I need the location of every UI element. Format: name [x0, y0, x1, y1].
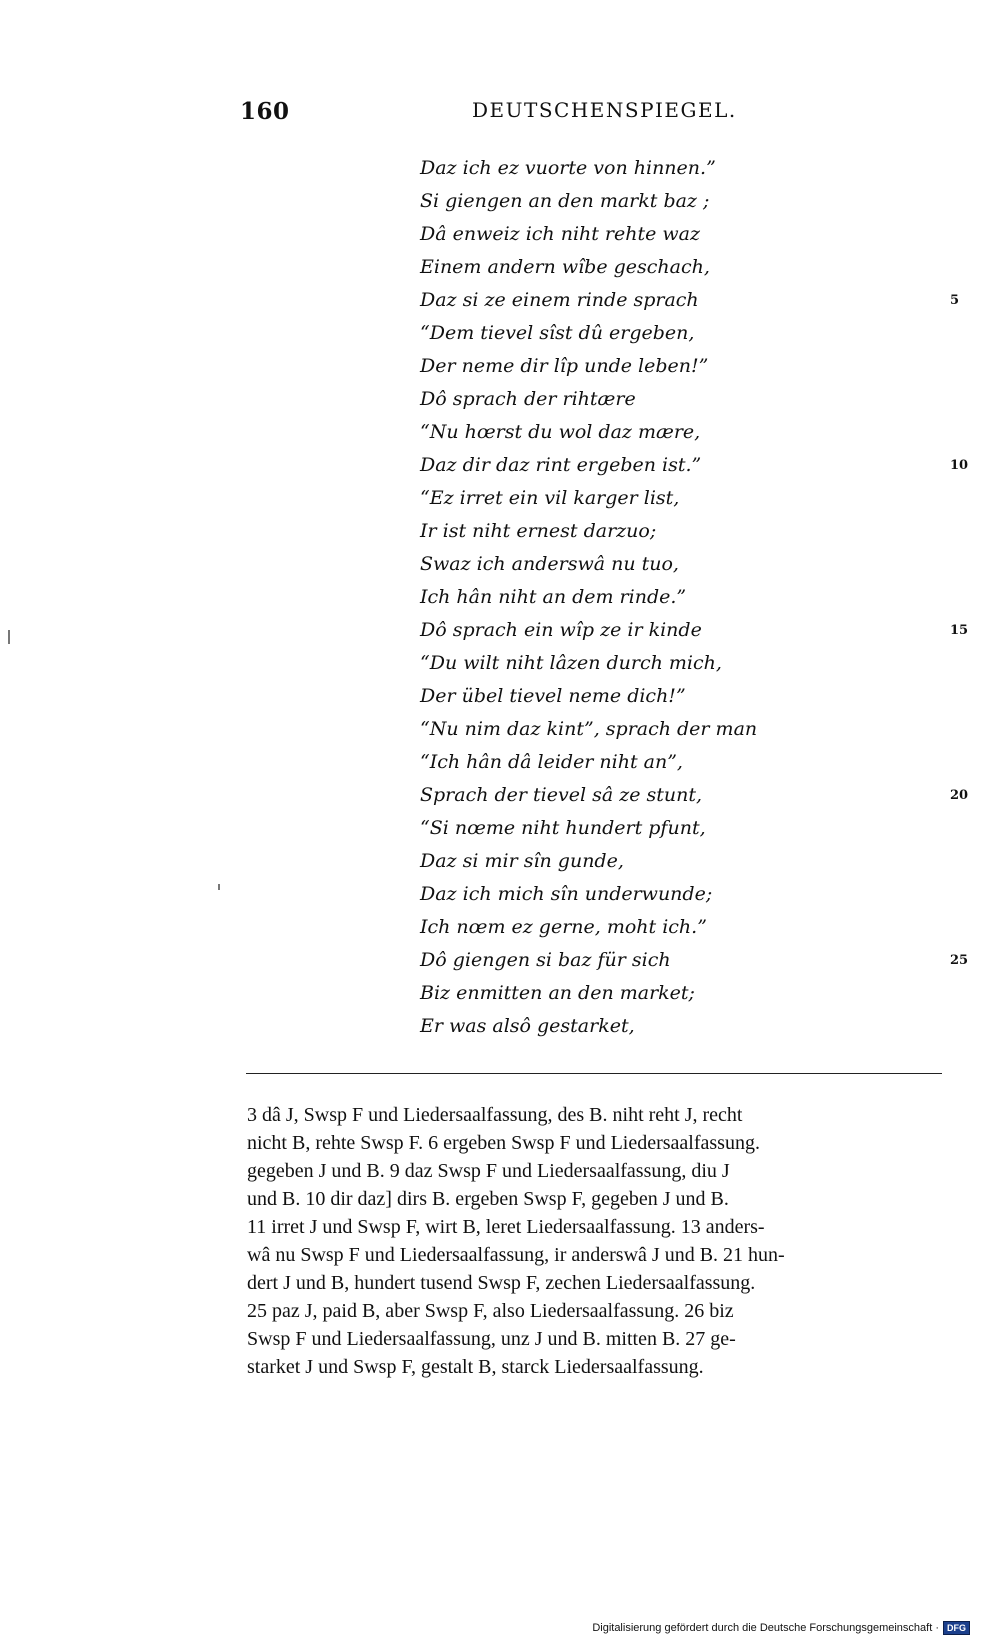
verse-text: Dô sprach ein wîp ze ir kinde	[420, 619, 702, 641]
apparatus-line: nicht B, rehte Swsp F. 6 ergeben Swsp F und Liedersaalfassung.	[247, 1132, 760, 1154]
verse-line	[420, 911, 980, 944]
apparatus-line: gegeben J und B. 9 daz Swsp F und Liedersaalfassung, diu J	[247, 1160, 730, 1182]
verse-line	[420, 812, 980, 845]
verse-text: Ich nœm ez gerne, moht ich.”	[420, 916, 707, 938]
verse-text: Dô giengen si baz für sich	[420, 949, 671, 971]
verse-text: Swaz ich anderswâ nu tuo,	[420, 553, 679, 575]
verse-text: Daz dir daz rint ergeben ist.”	[420, 454, 702, 476]
verse-line	[420, 185, 980, 218]
verse-text: Dô sprach der rihtære	[420, 388, 636, 410]
footnote-rule	[246, 1073, 942, 1074]
verse-line	[420, 581, 980, 614]
apparatus-line: dert J und B, hundert tusend Swsp F, zechen Liedersaalfassung.	[247, 1272, 756, 1294]
line-number: 10	[950, 458, 969, 473]
running-title: DEUTSCHENSPIEGEL.	[472, 98, 737, 122]
dfg-logo-icon: DFG	[943, 1621, 970, 1635]
verse-line	[420, 449, 980, 482]
margin-mark	[218, 884, 220, 890]
verse-line	[420, 284, 980, 317]
line-number: 5	[950, 293, 960, 308]
verse-line	[420, 746, 980, 779]
verse-text: Der neme dir lîp unde leben!”	[420, 355, 709, 377]
critical-apparatus	[247, 1101, 940, 1381]
apparatus-line: 25 paz J, paid B, aber Swsp F, also Liedersaalfassung. 26 biz	[247, 1300, 734, 1322]
line-number: 20	[950, 788, 969, 803]
verse-line	[420, 944, 980, 977]
verse-text: Daz si mir sîn gunde,	[420, 850, 624, 872]
verse-line	[420, 152, 980, 185]
verse-line	[420, 647, 980, 680]
verse-text: Biz enmitten an den market;	[420, 982, 695, 1004]
verse-line	[420, 218, 980, 251]
verse-line	[420, 779, 980, 812]
verse-text: Er was alsô gestarket,	[420, 1015, 635, 1037]
verse-line	[420, 416, 980, 449]
verse-text: Ir ist niht ernest darzuo;	[420, 520, 657, 542]
verse-line	[420, 383, 980, 416]
apparatus-line: Swsp F und Liedersaalfassung, unz J und B. mitten B. 27 ge-	[247, 1328, 736, 1350]
verse-text: “Dem tievel sîst dû ergeben,	[420, 322, 695, 344]
verse-text: “Ich hân dâ leider niht an”,	[420, 751, 683, 773]
margin-mark	[8, 630, 10, 644]
verse-text: Daz si ze einem rinde sprach	[420, 289, 699, 311]
page-number: 160	[240, 98, 290, 125]
verse-text: “Ez irret ein vil karger list,	[420, 487, 680, 509]
verse-line	[420, 317, 980, 350]
digitization-credit	[592, 1621, 970, 1635]
verse-text: Sprach der tievel sâ ze stunt,	[420, 784, 703, 806]
apparatus-line: und B. 10 dir daz] dirs B. ergeben Swsp F, gegeben J und B.	[247, 1188, 729, 1210]
verse-text: Dâ enweiz ich niht rehte waz	[420, 223, 701, 245]
apparatus-line: starket J und Swsp F, gestalt B, starck Liedersaalfassung.	[247, 1356, 704, 1378]
verse-text: Ich hân niht an dem rinde.”	[420, 586, 687, 608]
apparatus-line: wâ nu Swsp F und Liedersaalfassung, ir anderswâ J und B. 21 hun-	[247, 1244, 785, 1266]
line-number: 15	[950, 623, 969, 638]
verse-line	[420, 350, 980, 383]
verse-text: Si giengen an den markt baz ;	[420, 190, 710, 212]
credit-text: Digitalisierung gefördert durch die Deutsche Forschungsgemeinschaft ·	[592, 1622, 939, 1634]
verse-line	[420, 977, 980, 1010]
verse-line	[420, 878, 980, 911]
verse-text: “Si nœme niht hundert pfunt,	[420, 817, 706, 839]
apparatus-line: 11 irret J und Swsp F, wirt B, leret Liedersaalfassung. 13 anders-	[247, 1216, 765, 1238]
verse-line	[420, 482, 980, 515]
verse-line	[420, 515, 980, 548]
verse-text: Der übel tievel neme dich!”	[420, 685, 686, 707]
verse-line	[420, 548, 980, 581]
verse-text: “Nu hœrst du wol daz mære,	[420, 421, 701, 443]
verse-line	[420, 680, 980, 713]
verse-line	[420, 845, 980, 878]
apparatus-line: 3 dâ J, Swsp F und Liedersaalfassung, des B. niht reht J, recht	[247, 1104, 743, 1126]
verse-line	[420, 1010, 980, 1043]
verse-text: “Du wilt niht lâzen durch mich,	[420, 652, 722, 674]
verse-text: Einem andern wîbe geschach,	[420, 256, 710, 278]
line-number: 25	[950, 953, 969, 968]
verse-text: Daz ich ez vuorte von hinnen.”	[420, 157, 716, 179]
verse-line	[420, 251, 980, 284]
verse-text: Daz ich mich sîn underwunde;	[420, 883, 713, 905]
verse-line	[420, 713, 980, 746]
verse-line	[420, 614, 980, 647]
verse-block	[420, 152, 980, 1043]
verse-text: “Nu nim daz kint”, sprach der man	[420, 718, 758, 740]
